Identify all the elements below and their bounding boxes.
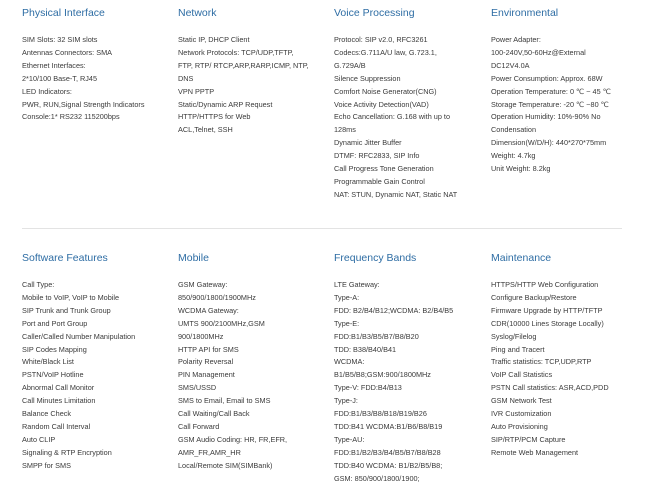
- spec-line: CDR(10000 Lines Storage Locally): [491, 318, 604, 328]
- spec-line: Port and Port Group: [22, 318, 88, 328]
- column-body: [22, 279, 172, 473]
- spec-line: Static/Dynamic ARP Request: [178, 99, 273, 109]
- spec-line: Ping and Tracert: [491, 344, 545, 354]
- spec-line: Type-V: FDD:B4/B13: [334, 383, 402, 393]
- spec-line: Condensation: [491, 125, 537, 135]
- spec-line: Dynamic Jitter Buffer: [334, 138, 402, 148]
- spec-line: Firmware Upgrade by HTTP/TFTP: [491, 305, 603, 315]
- spec-line: Signaling & RTP Encryption: [22, 447, 112, 457]
- spec-line: DC12V4.0A: [491, 60, 530, 70]
- spec-column-mobile: [178, 251, 328, 473]
- spec-section-top: [22, 6, 622, 226]
- spec-line: VPN PPTP: [178, 86, 215, 96]
- spec-section-bottom: [22, 251, 622, 483]
- spec-line: Auto Provisioning: [491, 421, 548, 431]
- column-title: Environmental: [491, 7, 559, 19]
- spec-row: [22, 251, 622, 483]
- spec-line: GSM: 850/900/1800/1900;: [334, 473, 420, 483]
- column-title: Software Features: [22, 252, 108, 264]
- spec-line: 850/900/1800/1900MHz: [178, 292, 256, 302]
- column-body: [178, 34, 328, 137]
- spec-line: VoIP Call Statistics: [491, 370, 553, 380]
- spec-line: 900/1800MHz: [178, 331, 224, 341]
- column-body: [334, 34, 484, 202]
- spec-column-environmental: [491, 6, 641, 176]
- spec-line: Echo Cancellation: G.168 with up to: [334, 112, 451, 122]
- column-title: Frequency Bands: [334, 252, 417, 264]
- spec-line: White/Black List: [22, 357, 74, 367]
- spec-line: GSM Audio Coding: HR, FR,EFR,: [178, 434, 288, 444]
- spec-line: Comfort Noise Generator(CNG): [334, 86, 437, 96]
- spec-line: Voice Activity Detection(VAD): [334, 99, 429, 109]
- spec-line: FTP, RTP/ RTCP,ARP,RARP,ICMP, NTP,: [178, 60, 309, 70]
- spec-line: PSTN Call statistics: ASR,ACD,PDD: [491, 383, 609, 393]
- spec-line: UMTS 900/2100MHz,GSM: [178, 318, 265, 328]
- spec-line: Call Waiting/Call Back: [178, 409, 250, 419]
- spec-line: Balance Check: [22, 409, 72, 419]
- spec-line: Static IP, DHCP Client: [178, 35, 250, 44]
- spec-line: FDD:B1/B2/B3/B4/B5/B7/B8/B28: [334, 447, 441, 457]
- spec-line: Polarity Reversal: [178, 357, 234, 367]
- spec-line: Storage Temperature: -20 ℃ ~80 ℃: [491, 99, 609, 109]
- spec-line: 100-240V,50-60Hz@External: [491, 47, 586, 57]
- spec-line: Network Protocols: TCP/UDP,TFTP,: [178, 47, 294, 57]
- spec-line: Configure Backup/Restore: [491, 292, 577, 302]
- spec-line: Local/Remote SIM(SIMBank): [178, 460, 273, 470]
- column-body: [334, 279, 484, 486]
- spec-line: Programmable Gain Control: [334, 176, 425, 186]
- spec-line: B1/B5/B8;GSM:900/1800MHz: [334, 370, 431, 380]
- spec-line: Dimension(W/D/H): 440*270*75mm: [491, 138, 607, 148]
- spec-column-software-features: [22, 251, 172, 473]
- spec-line: HTTP/HTTPS for Web: [178, 112, 251, 122]
- spec-line: ACL,Telnet, SSH: [178, 125, 233, 135]
- spec-line: SIP Trunk and Trunk Group: [22, 305, 111, 315]
- spec-line: Type-E:: [334, 318, 360, 328]
- spec-line: SMPP for SMS: [22, 460, 71, 470]
- spec-line: Antennas Connectors: SMA: [22, 47, 113, 57]
- spec-line: 128ms: [334, 125, 356, 135]
- spec-line: Protocol: SIP v2.0, RFC3261: [334, 35, 428, 44]
- column-title: Mobile: [178, 252, 209, 264]
- column-title: Physical Interface: [22, 7, 105, 19]
- spec-line: Caller/Called Number Manipulation: [22, 331, 136, 341]
- spec-line: HTTP API for SMS: [178, 344, 239, 354]
- spec-line: FDD:B1/B3/B5/B7/B8/B20: [334, 331, 419, 341]
- spec-line: 2*10/100 Base-T, RJ45: [22, 73, 98, 83]
- spec-line: Auto CLIP: [22, 434, 56, 444]
- spec-line: Mobile to VoIP, VoIP to Mobile: [22, 292, 120, 302]
- spec-line: Ethernet Interfaces:: [22, 60, 86, 70]
- spec-line: Remote Web Management: [491, 447, 579, 457]
- spec-line: NAT: STUN, Dynamic NAT, Static NAT: [334, 189, 458, 199]
- spec-column-voice-processing: [334, 6, 484, 202]
- spec-line: Console:1* RS232 115200bps: [22, 112, 120, 122]
- spec-line: GSM Gateway:: [178, 280, 228, 289]
- spec-line: Unit Weight: 8.2kg: [491, 164, 551, 174]
- spec-line: Call Progress Tone Generation: [334, 164, 434, 174]
- spec-line: PSTN/VoIP Hotline: [22, 370, 84, 380]
- column-title: Network: [178, 7, 217, 19]
- spec-line: Operation Humidity: 10%-90% No: [491, 112, 601, 122]
- spec-line: Call Type:: [22, 280, 55, 289]
- spec-column-frequency-bands: [334, 251, 484, 486]
- spec-line: TDD: B38/B40/B41: [334, 344, 397, 354]
- column-body: [491, 279, 641, 460]
- column-title: Voice Processing: [334, 7, 415, 19]
- spec-line: Weight: 4.7kg: [491, 151, 536, 161]
- spec-line: Silence Suppression: [334, 73, 401, 83]
- spec-line: Operation Temperature: 0 ℃ ~ 45 ℃: [491, 86, 611, 96]
- spec-column-network: [178, 6, 328, 137]
- section-divider: [22, 228, 622, 229]
- spec-line: SMS to Email, Email to SMS: [178, 396, 271, 406]
- spec-line: Syslog/Filelog: [491, 331, 537, 341]
- column-title: Maintenance: [491, 252, 552, 264]
- spec-column-maintenance: [491, 251, 641, 460]
- spec-line: Codecs:G.711A/U law, G.723.1,: [334, 47, 437, 57]
- spec-line: Type-AU:: [334, 434, 365, 444]
- spec-line: Call Forward: [178, 421, 220, 431]
- spec-line: TDD:B40 WCDMA: B1/B2/B5/B8;: [334, 460, 443, 470]
- spec-line: SIM Slots: 32 SIM slots: [22, 35, 98, 44]
- spec-line: WCDMA:: [334, 357, 365, 367]
- spec-line: WCDMA Gateway:: [178, 305, 239, 315]
- spec-line: PIN Management: [178, 370, 235, 380]
- spec-row: [22, 6, 622, 226]
- spec-line: GSM Network Test: [491, 396, 552, 406]
- spec-line: HTTPS/HTTP Web Configuration: [491, 280, 599, 289]
- column-body: [491, 34, 641, 176]
- spec-line: FDD:B1/B3/B8/B18/B19/B26: [334, 409, 427, 419]
- spec-line: IVR Customization: [491, 409, 552, 419]
- spec-line: LED Indicators:: [22, 86, 72, 96]
- spec-line: LTE Gateway:: [334, 280, 380, 289]
- spec-line: SMS/USSD: [178, 383, 217, 393]
- spec-line: DNS: [178, 73, 194, 83]
- spec-line: SIP/RTP/PCM Capture: [491, 434, 566, 444]
- spec-line: TDD:B41 WCDMA:B1/B6/B8/B19: [334, 421, 443, 431]
- spec-line: Abnormal Call Monitor: [22, 383, 95, 393]
- spec-line: AMR_FR,AMR_HR: [178, 447, 241, 457]
- spec-line: PWR, RUN,Signal Strength Indicators: [22, 99, 145, 109]
- spec-line: Type-A:: [334, 292, 360, 302]
- spec-column-physical-interface: [22, 6, 172, 124]
- column-body: [22, 34, 172, 124]
- column-body: [178, 279, 328, 473]
- spec-line: SIP Codes Mapping: [22, 344, 87, 354]
- spec-line: DTMF: RFC2833, SIP Info: [334, 151, 420, 161]
- spec-line: Traffic statistics: TCP,UDP,RTP: [491, 357, 592, 367]
- spec-line: Power Adapter:: [491, 35, 541, 44]
- spec-line: FDD: B2/B4/B12;WCDMA: B2/B4/B5: [334, 305, 454, 315]
- spec-line: Random Call Interval: [22, 421, 91, 431]
- spec-line: Type-J:: [334, 396, 358, 406]
- spec-line: Call Minutes Limitation: [22, 396, 96, 406]
- spec-line: Power Consumption: Approx. 68W: [491, 73, 603, 83]
- spec-line: G.729A/B: [334, 60, 366, 70]
